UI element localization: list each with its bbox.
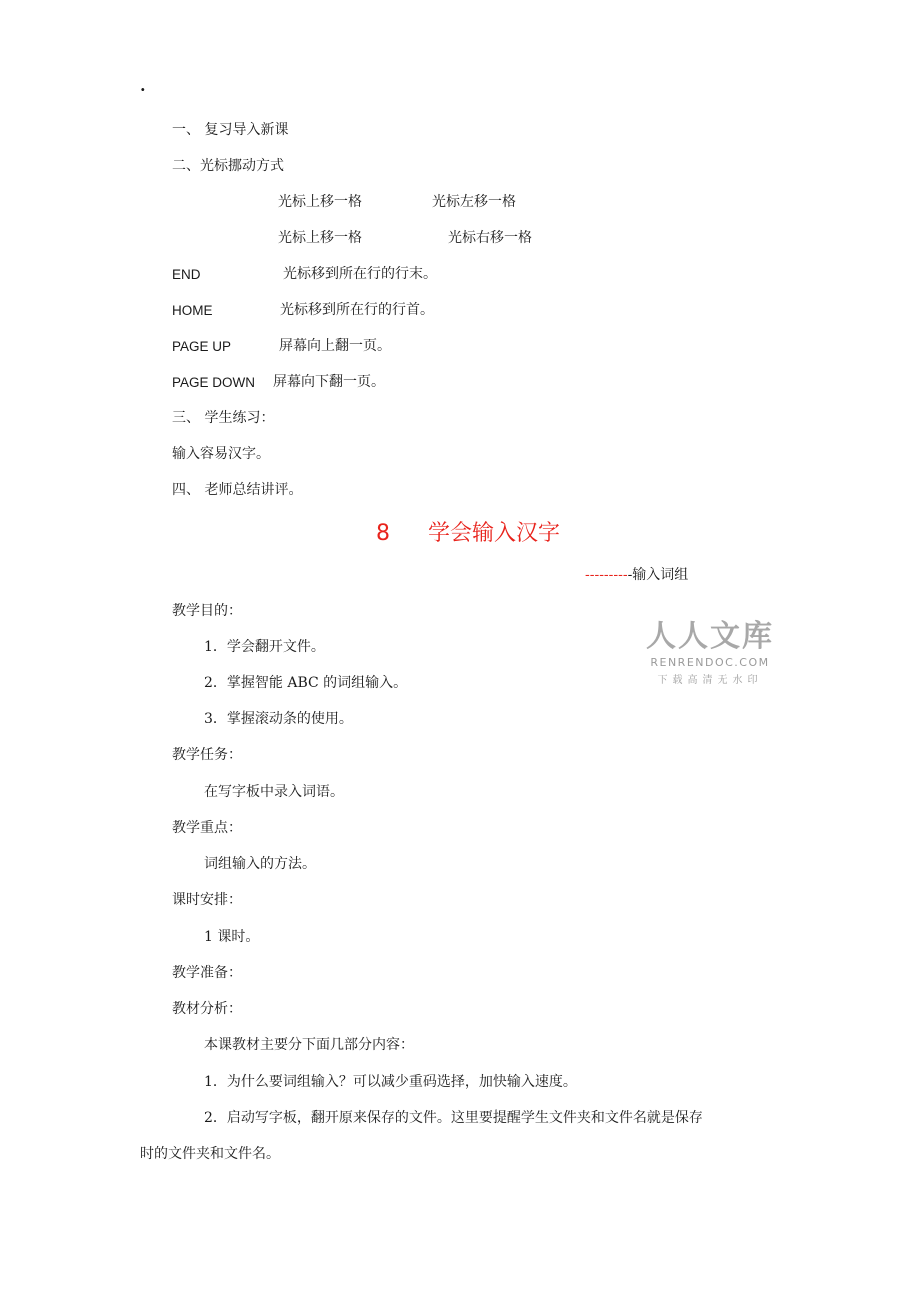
goal-1: 1．学会翻开文件。 <box>204 639 325 655</box>
lesson-number: 8 <box>376 521 390 546</box>
goal-2: 2．掌握智能 ABC 的词组输入。 <box>204 675 408 691</box>
subtitle-dashes: --------- <box>585 567 628 583</box>
analysis-label: 教材分析： <box>172 1001 242 1017</box>
cursor-up-text-1: 光标上移一格 <box>278 194 362 210</box>
prep-label: 教学准备： <box>172 965 242 981</box>
analysis-point-1: 1．为什么要词组输入？可以减少重码选择，加快输入速度。 <box>204 1074 577 1090</box>
goal-3: 3．掌握滚动条的使用。 <box>204 711 353 727</box>
analysis-intro: 本课教材主要分下面几部分内容： <box>204 1037 414 1053</box>
cursor-left-text: 光标左移一格 <box>432 194 516 210</box>
outline-item-3-text: 输入容易汉字。 <box>172 446 270 462</box>
hours-label: 课时安排： <box>172 892 242 908</box>
lesson-subtitle <box>585 566 688 584</box>
key-page-down-desc: 屏幕向下翻一页。 <box>273 374 385 390</box>
outline-item-4: 四、 老师总结讲评。 <box>172 482 303 498</box>
lesson-title <box>376 520 560 548</box>
key-home-desc: 光标移到所在行的行首。 <box>280 302 434 318</box>
outline-item-2: 二、光标挪动方式 <box>172 158 284 174</box>
focus-text: 词组输入的方法。 <box>204 856 316 872</box>
key-page-up: PAGE UP <box>172 339 232 354</box>
task-label: 教学任务： <box>172 747 242 763</box>
analysis-point-2: 2．启动写字板，翻开原来保存的文件。这里要提醒学生文件夹和文件名就是保存 <box>204 1110 703 1126</box>
bullet-marker: · <box>140 80 146 99</box>
watermark-domain: RENRENDOC.COM <box>650 656 770 669</box>
analysis-point-2-cont: 时的文件夹和文件名。 <box>140 1146 280 1162</box>
watermark-title: 人人文库 <box>646 619 774 654</box>
key-home: HOME <box>172 303 213 318</box>
subtitle-text: -输入词组 <box>627 567 689 583</box>
goals-label: 教学目的： <box>172 603 242 619</box>
watermark-tagline: 下载高清无水印 <box>657 675 763 686</box>
cursor-up-text-2: 光标上移一格 <box>278 230 362 246</box>
key-page-up-desc: 屏幕向上翻一页。 <box>279 338 391 354</box>
key-page-down: PAGE DOWN <box>172 375 256 390</box>
task-text: 在写字板中录入词语。 <box>204 784 344 800</box>
outline-item-1: 一、 复习导入新课 <box>172 122 289 138</box>
focus-label: 教学重点： <box>172 820 242 836</box>
hours-text: 1 课时。 <box>204 929 260 945</box>
cursor-right-text: 光标右移一格 <box>448 230 532 246</box>
key-end-desc: 光标移到所在行的行末。 <box>283 266 437 282</box>
outline-item-3: 三、 学生练习： <box>172 410 275 426</box>
watermark-logo <box>640 620 780 686</box>
lesson-title-text: 学会输入汉字 <box>428 521 561 546</box>
key-end: END <box>172 267 201 282</box>
